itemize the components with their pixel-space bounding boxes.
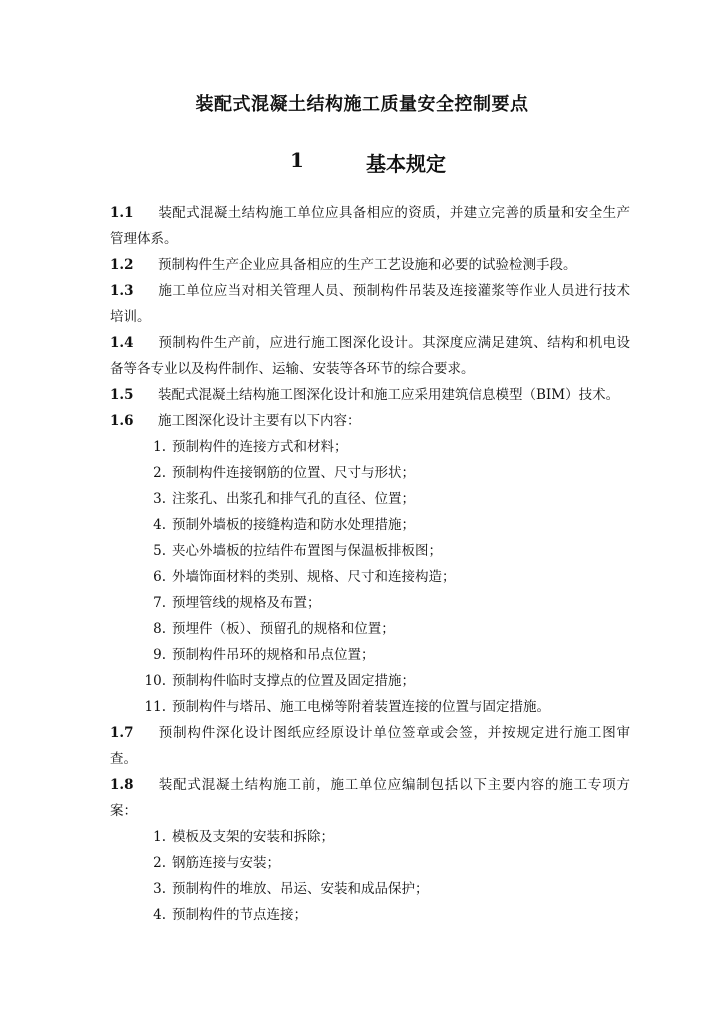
list-number: 11.: [144, 699, 166, 715]
list-text: 预制构件的连接方式和材料；: [172, 439, 348, 455]
list-text: 夹心外墙板的拉结件布置图与保温板排板图；: [172, 543, 442, 559]
clause-number: 1.1: [110, 205, 134, 221]
list-text: 预制构件的节点连接；: [172, 907, 307, 923]
list-text: 预制构件连接钢筋的位置、尺寸与形状；: [172, 465, 415, 481]
document-title: 装配式混凝土结构施工质量安全控制要点: [195, 94, 529, 115]
clause-number: 1.2: [110, 257, 134, 273]
list-number: 9.: [153, 647, 166, 663]
list-number: 10.: [144, 673, 166, 689]
list-number: 2.: [153, 855, 166, 871]
list-item: [110, 460, 630, 486]
clause-number: 1.3: [110, 283, 134, 299]
clause-1-3: [110, 278, 630, 330]
list-number: 7.: [153, 595, 166, 611]
list-item: [110, 902, 630, 928]
list-text: 预制构件吊环的规格和吊点位置；: [172, 647, 375, 663]
clause-number: 1.7: [110, 725, 134, 741]
clause-text: 装配式混凝土结构施工图深化设计和施工应采用建筑信息模型（BIM）技术。: [158, 387, 620, 403]
clause-number: 1.5: [110, 387, 134, 403]
list-item: [110, 642, 630, 668]
list-item: [110, 512, 630, 538]
list-item: [110, 538, 630, 564]
clause-text: 预制构件生产企业应具备相应的生产工艺设施和必要的试验检测手段。: [158, 257, 577, 273]
chapter-title: 基本规定: [366, 152, 446, 176]
list-text: 预埋件（板）、预留孔的规格和位置；: [172, 621, 395, 637]
clause-1-8-list: [110, 824, 630, 928]
list-text: 预埋管线的规格及布置；: [172, 595, 321, 611]
clause-1-6-list: [110, 434, 630, 720]
list-item: [110, 824, 630, 850]
clause-text: 预制构件生产前，应进行施工图深化设计。其深度应满足建筑、结构和机电设备等各专业以及构件制作、运输、安装等各环节的综合要求。: [110, 335, 630, 377]
list-number: 1.: [153, 829, 166, 845]
list-text: 预制外墙板的接缝构造和防水处理措施；: [172, 517, 415, 533]
clause-1-7: [110, 720, 630, 772]
clause-1-4: [110, 330, 630, 382]
list-number: 6.: [153, 569, 166, 585]
clause-number: 1.6: [110, 413, 134, 429]
list-item: [110, 590, 630, 616]
clause-1-5: [110, 382, 630, 408]
list-text: 模板及支架的安装和拆除；: [172, 829, 334, 845]
clause-text: 施工图深化设计主要有以下内容：: [158, 413, 361, 429]
chapter-number: 1: [290, 148, 304, 172]
clause-1-1: [110, 200, 630, 252]
list-number: 4.: [153, 907, 166, 923]
list-number: 3.: [153, 881, 166, 897]
list-item: [110, 694, 630, 720]
list-text: 注浆孔、出浆孔和排气孔的直径、位置；: [172, 491, 415, 507]
list-number: 3.: [153, 491, 166, 507]
list-item: [110, 850, 630, 876]
list-item: [110, 564, 630, 590]
list-number: 1.: [153, 439, 166, 455]
list-item: [110, 876, 630, 902]
list-text: 预制构件与塔吊、施工电梯等附着装置连接的位置与固定措施。: [172, 699, 550, 715]
list-item: [110, 486, 630, 512]
clause-1-6: [110, 408, 630, 434]
clause-1-8: [110, 772, 630, 824]
list-item: [110, 616, 630, 642]
clause-text: 施工单位应当对相关管理人员、预制构件吊装及连接灌浆等作业人员进行技术培训。: [110, 283, 630, 325]
list-number: 2.: [153, 465, 166, 481]
list-text: 预制构件临时支撑点的位置及固定措施；: [172, 673, 415, 689]
list-text: 外墙饰面材料的类别、规格、尺寸和连接构造；: [172, 569, 456, 585]
clause-number: 1.4: [110, 335, 134, 351]
list-number: 8.: [153, 621, 166, 637]
list-item: [110, 668, 630, 694]
clause-text: 预制构件深化设计图纸应经原设计单位签章或会签，并按规定进行施工图审查。: [110, 725, 630, 767]
clause-text: 装配式混凝土结构施工单位应具备相应的资质，并建立完善的质量和安全生产管理体系。: [110, 205, 630, 247]
list-number: 5.: [153, 543, 166, 559]
document-body: [110, 200, 630, 928]
clause-text: 装配式混凝土结构施工前，施工单位应编制包括以下主要内容的施工专项方案：: [110, 777, 630, 819]
list-text: 钢筋连接与安装；: [172, 855, 280, 871]
clause-1-2: [110, 252, 630, 278]
list-number: 4.: [153, 517, 166, 533]
list-item: [110, 434, 630, 460]
clause-number: 1.8: [110, 777, 134, 793]
list-text: 预制构件的堆放、吊运、安装和成品保护；: [172, 881, 429, 897]
chapter-heading: [0, 148, 724, 178]
